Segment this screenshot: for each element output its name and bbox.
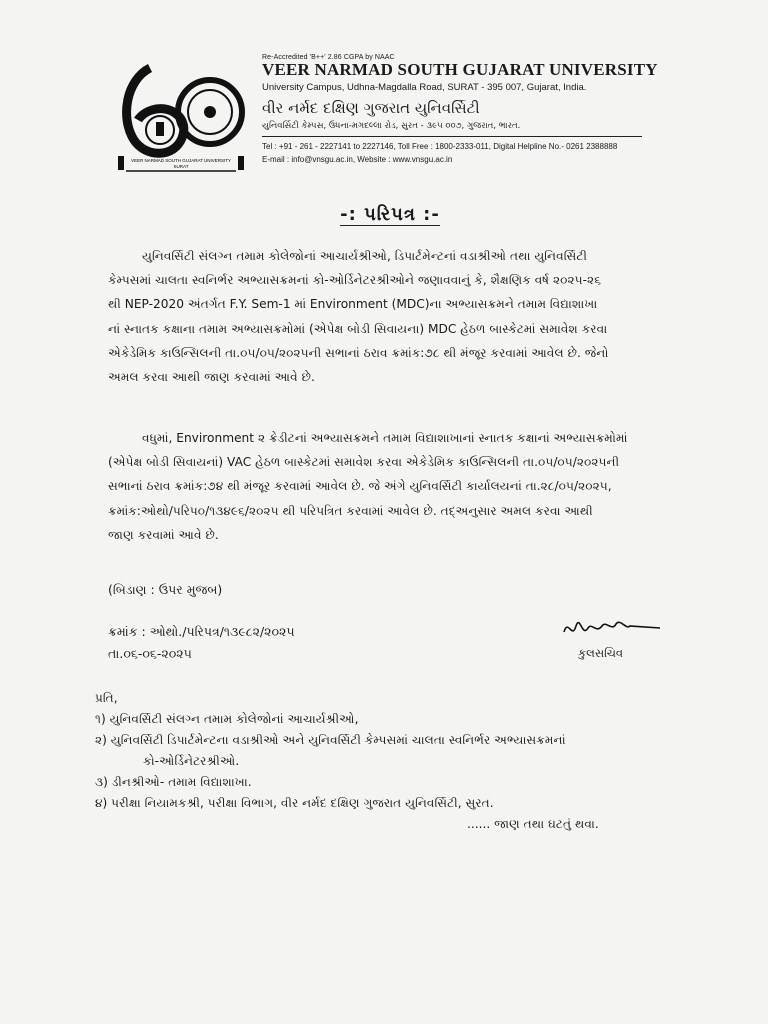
paragraph-line: (એપેક્ષ બોડી સિવાયનાં) VAC હેઠળ બાસ્કેટમાં સમાવેશ કરવા એકેડેમિક કાઉન્સિલની તા.૦૫/૦૫/૨૦૨૫ની (108, 455, 620, 470)
registrar-label: કુલસચિવ (578, 646, 624, 660)
paragraph-line: એકેડેમિક કાઉન્સિલની તા.૦૫/૦૫/૨૦૨૫ની સભાનાં ઠરાવ ક્રમાંક:૭૮ થી મંજૂર કરવામાં આવેલ છે. જેનો (108, 345, 609, 360)
signature-icon (556, 612, 666, 646)
circular-date: તા.૦૬-૦૬-૨૦૨૫ (108, 646, 192, 661)
list-item: ૧) યુનિવર્સિટી સંલગ્ન તમામ કોલેજોનાં આચાર્યશ્રીઓ, (95, 712, 359, 726)
paragraph-line: અમલ કરવા આથી જાણ કરવામાં આવે છે. (108, 370, 315, 385)
paragraph-line: ક્રમાંક:ઓથો/પરિપ૦/૧૩૪૯૬/૨૦૨૫ થી પરિપત્રિત કરવામાં આવેલ છે. તદ્અનુસાર અમલ કરવા આથી (108, 503, 593, 518)
list-item: ૪) પરીક્ષા નિયામકશ્રી, પરીક્ષા વિભાગ, વીર નર્મદ દક્ષિણ ગુજરાત યુનિવર્સિટી, સુરત. (95, 796, 494, 810)
letterhead (262, 54, 662, 131)
accreditation: Re-Accredited 'B++' 2.86 CGPA by NAAC (262, 54, 395, 61)
distribution-heading: પ્રતિ, (95, 691, 118, 705)
paragraph-line: જાણ કરવામાં આવે છે. (108, 527, 219, 542)
logo-caption: VEER NARMAD SOUTH GUJARAT UNIVERSITY (130, 158, 232, 163)
telephone: Tel : +91 - 261 - 2227141 to 2227146, Toll Free : 1800-2333-011, Digital Helpline No.- 0261 2388888 (262, 142, 618, 151)
letterhead-divider (262, 136, 642, 137)
closing-note: ...... જાણ તથા ઘટતું થવા. (467, 817, 599, 831)
logo-city: SURAT (173, 164, 189, 169)
list-item: કો-ઓર્ડિનેટરશ્રીઓ. (143, 754, 240, 768)
paragraph-line: યુનિવર્સિટી સંલગ્ન તમામ કોલેજોનાં આચાર્યશ્રીઓ, ડિપાર્ટમેન્ટનાં વડાશ્રીઓ તથા યુનિવર્સિટી (142, 249, 587, 263)
address-gu: યુનિવર્સિટી કેમ્પસ, ઉધના-મગદલ્લા રોડ, સુરત - ૩૯૫ ૦૦૭, ગુજરાત, ભારત. (262, 121, 521, 131)
paragraph-line: સભાનાં ઠરાવ ક્રમાંક:૭૪ થી મંજૂર કરવામાં આવેલ છે. જે અંગે યુનિવર્સિટી કાર્યાલયનાં તા.૨૮/૦૫/૨૦૨૫, (108, 479, 612, 494)
paragraph-line: નાં સ્નાતક કક્ષાના તમામ અભ્યાસક્રમોમાં (એપેક્ષ બોડી સિવાયના) MDC હેઠળ બાસ્કેટમાં સમાવેશ કરવા (108, 321, 608, 336)
paragraph-2 (108, 426, 668, 547)
paragraph-line: થી NEP-2020 અંતર્ગત F.Y. Sem-1 માં Environment (MDC)ના અભ્યાસક્રમને તમામ વિદ્યાશાખા (108, 297, 598, 312)
list-item: ૩) ડીનશ્રીઓ- તમામ વિદ્યાશાખા. (95, 775, 252, 789)
paragraph-1 (108, 244, 668, 389)
enclosure: (બિડાણ : ઉપર મુજબ) (108, 582, 223, 597)
list-item: ૨) યુનિવર્સિટી ડિપાર્ટમેન્ટના વડાશ્રીઓ અને યુનિવર્સિટી કેમ્પસમાં ચાલતા સ્વનિર્ભર અભ્યાસક્રમનાં (95, 733, 566, 747)
paragraph-line: કેમ્પસમાં ચાલતા સ્વનિર્ભર અભ્યાસક્રમનાં કો-ઓર્ડિનેટરશ્રીઓને જણાવવાનું કે, શૈક્ષણિક વર્ષ ૨૦૨૫-૨૬ (108, 273, 602, 288)
address-en: University Campus, Udhna-Magdalla Road, SURAT - 395 007, Gujarat, India. (262, 82, 587, 93)
paragraph-line: વધુમાં, Environment ૨ ક્રેડીટનાં અભ્યાસક્રમને તમામ વિદ્યાશાખાનાં સ્નાતક કક્ષાનાં અભ્યાસક્રમોમાં (142, 431, 628, 445)
university-name-gu: વીર નર્મદ દક્ષિણ ગુજરાત યુનિવર્સિટી (262, 99, 480, 117)
university-name-en: VEER NARMAD SOUTH GUJARAT UNIVERSITY (262, 60, 658, 79)
circular-title-text: -: પરિપત્ર :- (340, 204, 440, 225)
university-logo-icon (112, 58, 250, 178)
email-website: E-mail : info@vnsgu.ac.in, Website : www.vnsgu.ac.in (262, 155, 453, 164)
reference-number: ક્રમાંક : ઓથો./પરિપત્ર/૧૩૯૮૨/૨૦૨૫ (108, 624, 295, 639)
distribution-list (95, 688, 695, 835)
circular-title (290, 204, 490, 225)
